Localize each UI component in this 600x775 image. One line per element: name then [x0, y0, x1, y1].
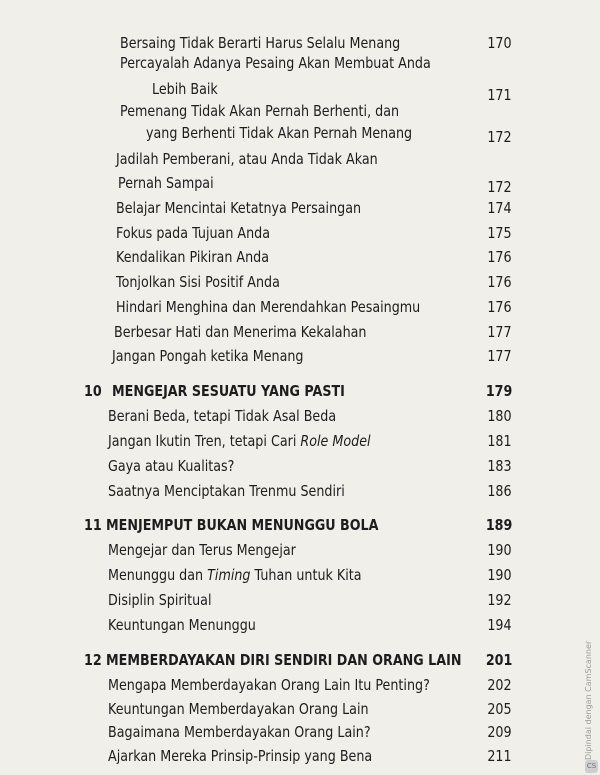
toc-entry-page: 190: [487, 566, 512, 584]
toc-entry-title: Bersaing Tidak Berarti Harus Selalu Menang: [120, 34, 401, 52]
scanner-watermark-text: Dipindai dengan CamScanner: [584, 640, 593, 760]
toc-entry-title-continued: Lebih Baik: [152, 80, 218, 98]
toc-entry: [0, 246, 600, 268]
chapter-heading: [0, 514, 600, 536]
toc-entry-page: 192: [487, 591, 512, 609]
chapter-number: 11: [84, 516, 102, 534]
toc-entry: [0, 589, 600, 611]
toc-entry-title: Mengejar dan Terus Mengejar: [108, 541, 296, 559]
chapter-heading: [0, 380, 600, 402]
toc-entry-title: Berani Beda, tetapi Tidak Asal Beda: [108, 407, 337, 425]
toc-entry: [0, 721, 600, 743]
chapter-number: 12: [84, 651, 102, 669]
toc-entry: [0, 745, 600, 767]
toc-entry-page: 209: [487, 723, 512, 741]
toc-entry-title: Jangan Pongah ketika Menang: [112, 347, 304, 365]
chapter-page: 189: [485, 516, 512, 534]
toc-entry-title: Disiplin Spiritual: [108, 591, 212, 609]
toc-entry-page: 186: [487, 482, 512, 500]
toc-entry: [0, 321, 600, 343]
toc-entry: [0, 100, 600, 122]
camscanner-logo-icon: CS: [585, 760, 598, 773]
toc-entry: [0, 480, 600, 502]
toc-entry-title-continued: yang Berhenti Tidak Akan Pernah Menang: [146, 124, 413, 142]
toc-entry: [0, 614, 600, 636]
toc-entry: [0, 455, 600, 477]
toc-entry: [0, 296, 600, 318]
toc-entry-title: Fokus pada Tujuan Anda: [116, 224, 271, 242]
toc-entry-title: Hindari Menghina dan Merendahkan Pesaingmu: [116, 298, 421, 316]
toc-entry-page: 202: [487, 676, 512, 694]
toc-entry-page: 177: [487, 347, 512, 365]
toc-entry-title: Jangan Ikutin Tren, tetapi Cari Role Model: [108, 432, 371, 450]
toc-entry-title: Tonjolkan Sisi Positif Anda: [116, 273, 280, 291]
toc-entry-title: Mengapa Memberdayakan Orang Lain Itu Penting?: [108, 676, 430, 694]
toc-entry-title: Saatnya Menciptakan Trenmu Sendiri: [108, 482, 345, 500]
chapter-page: 179: [485, 382, 512, 400]
toc-entry-page: 177: [487, 323, 512, 341]
chapter-heading: [0, 649, 600, 671]
toc-entry-title: Ajarkan Mereka Prinsip-Prinsip yang Bena: [108, 747, 373, 765]
chapter-title: MENGEJAR SESUATU YANG PASTI: [112, 382, 345, 400]
toc-entry: [0, 222, 600, 244]
toc-entry-title: Menunggu dan Timing Tuhan untuk Kita: [108, 566, 362, 584]
toc-entry-page: 171: [487, 86, 512, 104]
toc-entry-title: Keuntungan Menunggu: [108, 616, 256, 634]
chapter-page: 201: [485, 651, 512, 669]
toc-entry-page: 170: [487, 34, 512, 52]
toc-entry-page: 172: [487, 178, 512, 196]
chapter-title: MEMBERDAYAKAN DIRI SENDIRI DAN ORANG LAIN: [106, 651, 462, 669]
toc-entry: [0, 271, 600, 293]
toc-entry-page: 211: [487, 747, 512, 765]
toc-entry: [0, 674, 600, 696]
toc-entry-page: 176: [487, 298, 512, 316]
toc-entry: [0, 197, 600, 219]
toc-entry-page: 205: [487, 700, 512, 718]
toc-entry-page: 176: [487, 248, 512, 266]
toc-entry: [0, 32, 600, 54]
toc-entry-continuation: [0, 78, 600, 104]
scanner-watermark: [584, 610, 598, 770]
toc-entry-page: 180: [487, 407, 512, 425]
toc-entry-title: Percayalah Adanya Pesaing Akan Membuat Anda: [120, 54, 431, 72]
toc-entry: [0, 539, 600, 561]
toc-entry: [0, 148, 600, 170]
toc-entry-title: Kendalikan Pikiran Anda: [116, 248, 270, 266]
toc-entry-page: 190: [487, 541, 512, 559]
toc-entry-continuation: [0, 172, 600, 194]
toc-entry-page: 183: [487, 457, 512, 475]
toc-entry: [0, 430, 600, 452]
toc-entry-page: 174: [487, 199, 512, 217]
toc-entry-title-continued: Pernah Sampai: [118, 174, 214, 192]
toc-entry-title: Berbesar Hati dan Menerima Kekalahan: [114, 323, 367, 341]
toc-entry-title: Gaya atau Kualitas?: [108, 457, 235, 475]
toc-entry: [0, 564, 600, 586]
toc-entry-title: Jadilah Pemberani, atau Anda Tidak Akan: [116, 150, 378, 168]
toc-entry-title: Bagaimana Memberdayakan Orang Lain?: [108, 723, 371, 741]
toc-entry-continuation: [0, 122, 600, 144]
toc-entry: [0, 405, 600, 427]
toc-entry: [0, 698, 600, 720]
toc-entry: [0, 52, 600, 74]
toc-entry-page: 172: [487, 128, 512, 146]
toc-entry-page: 194: [487, 616, 512, 634]
chapter-number: 10: [84, 382, 102, 400]
toc-entry-title: Belajar Mencintai Ketatnya Persaingan: [116, 199, 362, 217]
toc-entry-page: 175: [487, 224, 512, 242]
toc-entry: [0, 345, 600, 367]
toc-entry-page: 181: [487, 432, 512, 450]
toc-entry-page: 176: [487, 273, 512, 291]
chapter-title: MENJEMPUT BUKAN MENUNGGU BOLA: [106, 516, 379, 534]
toc-entry-title: Keuntungan Memberdayakan Orang Lain: [108, 700, 369, 718]
toc-entry-title: Pemenang Tidak Akan Pernah Berhenti, dan: [120, 102, 400, 120]
